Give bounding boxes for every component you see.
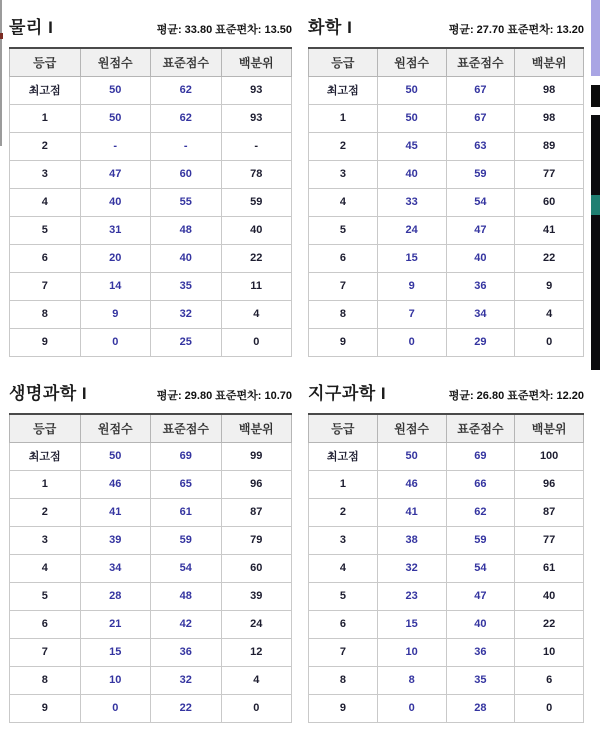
grade-score-table <box>308 47 584 357</box>
standard-score-cell: 32 <box>151 666 222 694</box>
mean-stddev-text: 평균: 26.80 표준편차: 12.20 <box>448 390 584 402</box>
table-row <box>309 610 584 638</box>
standard-score-cell: 60 <box>151 160 222 188</box>
raw-score-cell: 50 <box>80 442 151 470</box>
percentile-cell: 6 <box>515 666 584 694</box>
grade-cell: 9 <box>10 694 81 722</box>
raw-score-cell: 40 <box>80 188 151 216</box>
table-row <box>10 638 292 666</box>
raw-score-cell: 0 <box>377 328 446 356</box>
standard-score-cell: 36 <box>446 638 515 666</box>
table-row <box>309 694 584 722</box>
standard-score-cell: 59 <box>446 160 515 188</box>
table-row <box>10 694 292 722</box>
panel-title-row <box>308 374 584 404</box>
grade-cell: 1 <box>10 104 81 132</box>
standard-score-cell: 62 <box>151 76 222 104</box>
raw-score-cell: 41 <box>80 498 151 526</box>
panel-physics1 <box>9 8 292 357</box>
table-row <box>10 498 292 526</box>
raw-score-cell: 0 <box>80 328 151 356</box>
standard-score-cell: 42 <box>151 610 222 638</box>
grade-cell: 6 <box>309 610 378 638</box>
standard-score-cell: 61 <box>151 498 222 526</box>
percentile-cell: 0 <box>221 694 292 722</box>
grade-cell: 3 <box>10 526 81 554</box>
raw-score-cell: - <box>80 132 151 160</box>
standard-score-cell: 40 <box>446 244 515 272</box>
raw-score-cell: 50 <box>377 442 446 470</box>
column-header: 등급 <box>309 414 378 442</box>
grade-cell: 3 <box>309 526 378 554</box>
table-row <box>10 470 292 498</box>
raw-score-cell: 15 <box>377 610 446 638</box>
raw-score-cell: 7 <box>377 300 446 328</box>
percentile-cell: 60 <box>515 188 584 216</box>
raw-score-cell: 45 <box>377 132 446 160</box>
percentile-cell: 93 <box>221 76 292 104</box>
table-row <box>309 498 584 526</box>
raw-score-cell: 50 <box>80 76 151 104</box>
percentile-cell: 10 <box>515 638 584 666</box>
percentile-cell: 9 <box>515 272 584 300</box>
adjacent-window-edge-black-top <box>591 85 600 107</box>
adjacent-window-edge-black-main <box>591 115 600 370</box>
grade-cell: 6 <box>10 244 81 272</box>
grade-cell: 최고점 <box>309 442 378 470</box>
percentile-cell: 22 <box>515 610 584 638</box>
percentile-cell: 40 <box>515 582 584 610</box>
standard-score-cell: 36 <box>151 638 222 666</box>
table-row <box>309 470 584 498</box>
panel-title-row <box>9 8 292 38</box>
raw-score-cell: 10 <box>377 638 446 666</box>
percentile-cell: 4 <box>221 300 292 328</box>
panel-chemistry1 <box>308 8 584 357</box>
column-header: 원점수 <box>80 414 151 442</box>
table-row <box>309 244 584 272</box>
column-header: 등급 <box>10 48 81 76</box>
column-header: 표준점수 <box>446 414 515 442</box>
table-row <box>10 666 292 694</box>
raw-score-cell: 15 <box>80 638 151 666</box>
table-row <box>10 526 292 554</box>
percentile-cell: 96 <box>221 470 292 498</box>
table-row <box>10 132 292 160</box>
percentile-cell: 98 <box>515 76 584 104</box>
grade-cell: 5 <box>10 216 81 244</box>
standard-score-cell: 47 <box>446 582 515 610</box>
left-window-border-line <box>0 0 2 146</box>
percentile-cell: 0 <box>221 328 292 356</box>
standard-score-cell: 40 <box>446 610 515 638</box>
subject-title: 물리 I <box>9 18 54 37</box>
table-row <box>309 526 584 554</box>
standard-score-cell: 29 <box>446 328 515 356</box>
grade-score-table <box>308 413 584 723</box>
subject-title: 지구과학 I <box>308 384 387 403</box>
table-row <box>10 216 292 244</box>
grade-cell: 2 <box>309 498 378 526</box>
table-header-row <box>309 48 584 76</box>
percentile-cell: - <box>221 132 292 160</box>
raw-score-cell: 50 <box>377 76 446 104</box>
standard-score-cell: 54 <box>151 554 222 582</box>
percentile-cell: 12 <box>221 638 292 666</box>
percentile-cell: 59 <box>221 188 292 216</box>
percentile-cell: 87 <box>515 498 584 526</box>
standard-score-cell: 55 <box>151 188 222 216</box>
table-header-row <box>10 48 292 76</box>
grade-cell: 3 <box>10 160 81 188</box>
percentile-cell: 22 <box>221 244 292 272</box>
table-row <box>10 554 292 582</box>
standard-score-cell: 67 <box>446 76 515 104</box>
raw-score-cell: 23 <box>377 582 446 610</box>
raw-score-cell: 32 <box>377 554 446 582</box>
raw-score-cell: 14 <box>80 272 151 300</box>
standard-score-cell: 36 <box>446 272 515 300</box>
table-row <box>309 554 584 582</box>
grade-cell: 4 <box>309 188 378 216</box>
standard-score-cell: 35 <box>151 272 222 300</box>
percentile-cell: 0 <box>515 328 584 356</box>
percentile-cell: 93 <box>221 104 292 132</box>
standard-score-cell: 62 <box>446 498 515 526</box>
grade-cell: 9 <box>309 328 378 356</box>
raw-score-cell: 31 <box>80 216 151 244</box>
standard-score-cell: 48 <box>151 216 222 244</box>
table-row <box>309 188 584 216</box>
raw-score-cell: 9 <box>80 300 151 328</box>
table-row <box>10 76 292 104</box>
table-row <box>309 582 584 610</box>
percentile-cell: 78 <box>221 160 292 188</box>
raw-score-cell: 40 <box>377 160 446 188</box>
panel-earth-science1 <box>308 374 584 723</box>
grade-cell: 7 <box>10 272 81 300</box>
table-row <box>309 638 584 666</box>
grade-score-table <box>9 413 292 723</box>
column-header: 원점수 <box>377 48 446 76</box>
raw-score-cell: 0 <box>80 694 151 722</box>
standard-score-cell: 22 <box>151 694 222 722</box>
raw-score-cell: 34 <box>80 554 151 582</box>
column-header: 원점수 <box>80 48 151 76</box>
grade-cell: 6 <box>10 610 81 638</box>
standard-score-cell: - <box>151 132 222 160</box>
table-row <box>309 160 584 188</box>
standard-score-cell: 69 <box>151 442 222 470</box>
standard-score-cell: 25 <box>151 328 222 356</box>
mean-stddev-text: 평균: 27.70 표준편차: 13.20 <box>448 24 584 36</box>
table-row <box>309 76 584 104</box>
panel-title-row <box>9 374 292 404</box>
percentile-cell: 61 <box>515 554 584 582</box>
grade-cell: 7 <box>309 272 378 300</box>
mean-stddev-text: 평균: 29.80 표준편차: 10.70 <box>156 390 292 402</box>
grade-cell: 7 <box>10 638 81 666</box>
standard-score-cell: 54 <box>446 554 515 582</box>
raw-score-cell: 15 <box>377 244 446 272</box>
grade-cell: 9 <box>309 694 378 722</box>
percentile-cell: 100 <box>515 442 584 470</box>
raw-score-cell: 9 <box>377 272 446 300</box>
table-row <box>10 272 292 300</box>
percentile-cell: 22 <box>515 244 584 272</box>
standard-score-cell: 34 <box>446 300 515 328</box>
percentile-cell: 40 <box>221 216 292 244</box>
table-row <box>10 244 292 272</box>
standard-score-cell: 28 <box>446 694 515 722</box>
grade-cell: 9 <box>10 328 81 356</box>
standard-score-cell: 59 <box>446 526 515 554</box>
standard-score-cell: 69 <box>446 442 515 470</box>
grade-cell: 3 <box>309 160 378 188</box>
raw-score-cell: 41 <box>377 498 446 526</box>
raw-score-cell: 50 <box>80 104 151 132</box>
standard-score-cell: 35 <box>446 666 515 694</box>
subject-title: 화학 I <box>308 18 353 37</box>
raw-score-cell: 33 <box>377 188 446 216</box>
table-row <box>309 216 584 244</box>
percentile-cell: 77 <box>515 160 584 188</box>
raw-score-cell: 47 <box>80 160 151 188</box>
raw-score-cell: 39 <box>80 526 151 554</box>
left-window-red-mark <box>0 33 3 39</box>
raw-score-cell: 10 <box>80 666 151 694</box>
raw-score-cell: 21 <box>80 610 151 638</box>
grade-cell: 8 <box>10 300 81 328</box>
percentile-cell: 79 <box>221 526 292 554</box>
raw-score-cell: 50 <box>377 104 446 132</box>
grade-cell: 5 <box>309 582 378 610</box>
standard-score-cell: 65 <box>151 470 222 498</box>
grade-cell: 5 <box>309 216 378 244</box>
column-header: 표준점수 <box>151 414 222 442</box>
table-row <box>309 666 584 694</box>
column-header: 백분위 <box>221 48 292 76</box>
percentile-cell: 0 <box>515 694 584 722</box>
raw-score-cell: 46 <box>377 470 446 498</box>
adjacent-window-edge-lavender <box>591 0 600 76</box>
grade-cell: 2 <box>10 498 81 526</box>
table-row <box>309 328 584 356</box>
column-header: 표준점수 <box>151 48 222 76</box>
column-header: 등급 <box>309 48 378 76</box>
grade-cell: 8 <box>309 300 378 328</box>
grade-cell: 8 <box>10 666 81 694</box>
grade-score-table <box>9 47 292 357</box>
percentile-cell: 11 <box>221 272 292 300</box>
raw-score-cell: 20 <box>80 244 151 272</box>
table-row <box>10 188 292 216</box>
raw-score-cell: 8 <box>377 666 446 694</box>
standard-score-cell: 47 <box>446 216 515 244</box>
table-row <box>309 272 584 300</box>
percentile-cell: 4 <box>515 300 584 328</box>
panel-title-row <box>308 8 584 38</box>
percentile-cell: 89 <box>515 132 584 160</box>
percentile-cell: 60 <box>221 554 292 582</box>
standard-score-cell: 59 <box>151 526 222 554</box>
column-header: 원점수 <box>377 414 446 442</box>
table-row <box>10 104 292 132</box>
table-row <box>10 582 292 610</box>
percentile-cell: 39 <box>221 582 292 610</box>
grade-cell: 최고점 <box>10 442 81 470</box>
standard-score-cell: 63 <box>446 132 515 160</box>
table-row <box>10 442 292 470</box>
percentile-cell: 4 <box>221 666 292 694</box>
grade-cell: 최고점 <box>10 76 81 104</box>
grade-cell: 5 <box>10 582 81 610</box>
percentile-cell: 77 <box>515 526 584 554</box>
percentile-cell: 41 <box>515 216 584 244</box>
table-header-row <box>10 414 292 442</box>
adjacent-window-teal-mark <box>591 195 600 215</box>
table-row <box>10 160 292 188</box>
percentile-cell: 87 <box>221 498 292 526</box>
grade-cell: 8 <box>309 666 378 694</box>
grade-cell: 4 <box>10 554 81 582</box>
standard-score-cell: 62 <box>151 104 222 132</box>
table-row <box>10 610 292 638</box>
grade-cell: 1 <box>309 470 378 498</box>
percentile-cell: 24 <box>221 610 292 638</box>
column-header: 표준점수 <box>446 48 515 76</box>
standard-score-cell: 32 <box>151 300 222 328</box>
raw-score-cell: 24 <box>377 216 446 244</box>
standard-score-cell: 40 <box>151 244 222 272</box>
table-row <box>309 132 584 160</box>
table-row <box>10 300 292 328</box>
column-header: 등급 <box>10 414 81 442</box>
panel-life-science1 <box>9 374 292 723</box>
table-row <box>309 442 584 470</box>
grade-cell: 2 <box>309 132 378 160</box>
grade-cell: 1 <box>309 104 378 132</box>
raw-score-cell: 0 <box>377 694 446 722</box>
percentile-cell: 98 <box>515 104 584 132</box>
percentile-cell: 96 <box>515 470 584 498</box>
table-row <box>10 328 292 356</box>
percentile-cell: 99 <box>221 442 292 470</box>
raw-score-cell: 38 <box>377 526 446 554</box>
mean-stddev-text: 평균: 33.80 표준편차: 13.50 <box>156 24 292 36</box>
grade-cell: 2 <box>10 132 81 160</box>
grade-cell: 7 <box>309 638 378 666</box>
column-header: 백분위 <box>515 414 584 442</box>
grade-cell: 4 <box>10 188 81 216</box>
table-row <box>309 104 584 132</box>
column-header: 백분위 <box>515 48 584 76</box>
grade-cell: 1 <box>10 470 81 498</box>
standard-score-cell: 54 <box>446 188 515 216</box>
table-row <box>309 300 584 328</box>
grade-cell: 6 <box>309 244 378 272</box>
standard-score-cell: 67 <box>446 104 515 132</box>
grade-cell: 최고점 <box>309 76 378 104</box>
raw-score-cell: 28 <box>80 582 151 610</box>
grade-cell: 4 <box>309 554 378 582</box>
standard-score-cell: 48 <box>151 582 222 610</box>
raw-score-cell: 46 <box>80 470 151 498</box>
column-header: 백분위 <box>221 414 292 442</box>
standard-score-cell: 66 <box>446 470 515 498</box>
subject-title: 생명과학 I <box>9 384 88 403</box>
table-header-row <box>309 414 584 442</box>
